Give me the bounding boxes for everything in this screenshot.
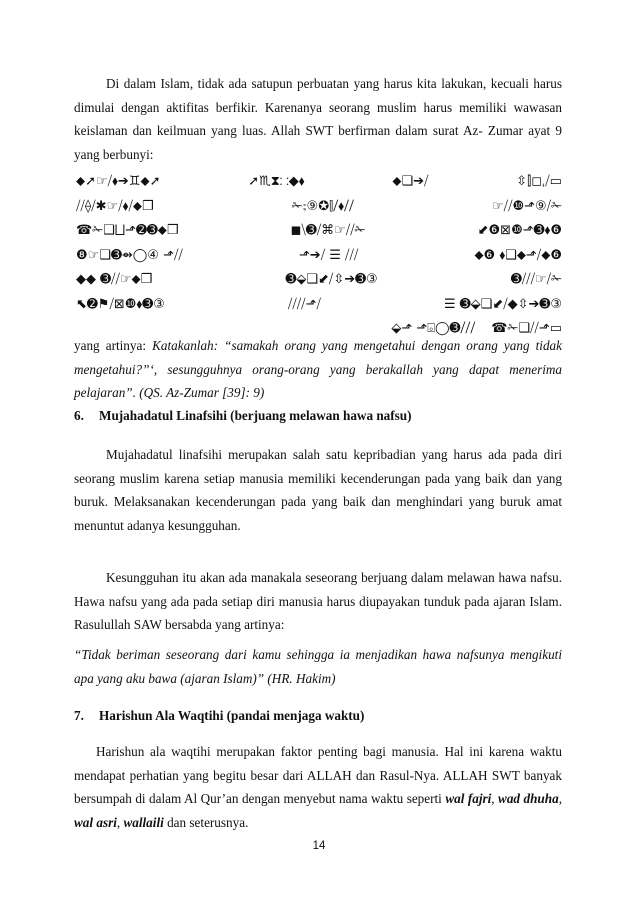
section-7-text-end: dan seterusnya. <box>163 814 249 830</box>
page-number: 14 <box>312 840 326 852</box>
verse-segment: ➌⬙❑⬋⧸⇳➔➌③ <box>285 272 378 287</box>
verse-segment: ✁⨟⑨✪⫿⧸⬧⧸⧸ <box>291 198 354 214</box>
section-7-number: 7. <box>74 708 84 723</box>
translation-text: Katakanlah: “samakah orang yang mengetahui dengan orang yang tidak mengetahui?”‘, sesungguhnya orang-orang yang berakallah yang dapat menerima pelajaran”. (QS. Az-Zumar [39]: 9) <box>74 338 562 401</box>
section-6-number: 6. <box>74 408 84 423</box>
verse-segment: ➚♏⧗⸬◆⬧ <box>248 174 305 189</box>
term-wad-dhuha: wad dhuha <box>498 791 559 807</box>
verse-segment: ⬋❻⊠❿⬏➌⬧❻ <box>477 223 562 238</box>
term-wal-fajri: wal fajri <box>445 791 492 807</box>
section-7-paragraph <box>74 740 562 834</box>
verse-line <box>76 170 562 195</box>
translation-prefix: yang artinya: <box>74 338 153 353</box>
section-6-heading <box>74 408 412 424</box>
verse-line <box>76 219 562 244</box>
hadith-quote: “Tidak beriman seseorang dari kamu sehingga ia menjadikan hawa nafsunya mengikuti apa yang aku bawa (ajaran Islam)” (HR. Hakim) <box>74 647 562 686</box>
verse-segment: ◼⧹➌⧸⌘☞⧸⧸✁ <box>290 223 366 238</box>
separator: , <box>558 791 562 807</box>
verse-segment: ❽☞❑➌⇴◯④ ⬏⧸⧸ <box>76 247 183 263</box>
verse-segment: ⧸⧸⧸⧸⬏⧸ <box>287 296 321 312</box>
verse-segment: ⇳⫿◻⸲⧸▭ <box>516 174 562 189</box>
verse-segment: ⬥❻ ⬧❑⬥⬏⧸⬥❻ <box>474 247 562 263</box>
verse-line <box>76 268 562 293</box>
verse-segment: ☰ ➌⬙❑⬋⧸◆⇳➔➌③ <box>444 296 562 312</box>
term-wallaili: wallaili <box>123 814 164 830</box>
verse-line <box>76 293 562 318</box>
verse-segment: ➌⧸⧸⧸☞⧸✁ <box>510 272 562 287</box>
section-6-paragraph-1: Mujahadatul linafsihi merupakan salah satu kepribadian yang harus ada pada diri seorang muslim karena setiap manusia memiliki kecenderungan pada yang baik dan yang buruk. Melaksanakan kecenderungan pada yang baik dan menghindari yang buruk amat menuntut adanya kesungguhan. <box>74 447 562 533</box>
section-6-title: Mujahadatul Linafsihi (berjuang melawan hawa nafsu) <box>99 408 412 423</box>
section-6-paragraph-2: Kesungguhan itu akan ada manakala seseorang berjuang dalam melawan hawa nafsu. Hawa nafsu yang ada pada setiap diri manusia harus diupayakan tunduk pada ajaran Islam. Rasulullah SAW bersabda yang artinya: <box>74 570 562 633</box>
verse-line <box>76 244 562 269</box>
verse-segment: ⬥❑➔⧸ <box>392 174 429 189</box>
verse-segment: ☞⧸⧸❿⬏⑨⧸✁ <box>492 198 562 214</box>
verse-segment: ☎✁❑⧸⧸⬏▭ <box>491 321 562 336</box>
verse-segment: ⬙⬏ ⬏⌻◯➌⧸⧸⧸ <box>391 321 476 336</box>
separator: , <box>116 814 124 830</box>
intro-paragraph: Di dalam Islam, tidak ada satupun perbuatan yang harus kita lakukan, kecuali harus dimulai dengan aktifitas berfikir. Karenanya seorang muslim harus memiliki wawasan keislaman dan keilmuan yang luas. Allah SWT berfirman dalam surat Az- Zumar ayat 9 yang berbunyi: <box>74 76 562 162</box>
section-7-heading <box>74 708 364 724</box>
term-wal-asri: wal asri <box>74 814 117 830</box>
quran-verse-block <box>76 170 562 342</box>
verse-segment: ☎✁❑⨆⬏➋➌⬥❒ <box>76 223 179 238</box>
section-7-text: Harishun ala waqtihi merupakan faktor penting bagi manusia. Hal ini karena waktu mendapat perhatian yang begitu besar dari ALLAH dan Rasul-Nya. ALLAH SWT banyak bersumpah di dalam Al Qur’an dengan menyebut nama waktu seperti <box>74 744 562 807</box>
verse-segment: ⬏➔⧸ ☰ ⧸⧸⧸ <box>298 247 359 263</box>
verse-segment: ◆◆ ➌⧸⧸☞⬥❒ <box>76 272 153 287</box>
verse-segment: ⬥➚☞⧸⬧➔♊⬥➚ <box>76 174 161 189</box>
translation-paragraph <box>74 334 562 405</box>
verse-segment: ⬉➋⚑⧸⊠❿⬧➌③ <box>76 296 165 312</box>
verse-segment: ⧸⧸⟠⧸✱☞⧸⬧⧸⬥❒ <box>76 198 154 214</box>
verse-line <box>76 195 562 220</box>
section-7-title: Harishun Ala Waqtihi (pandai menjaga waktu) <box>99 708 365 723</box>
separator: , <box>491 791 499 807</box>
